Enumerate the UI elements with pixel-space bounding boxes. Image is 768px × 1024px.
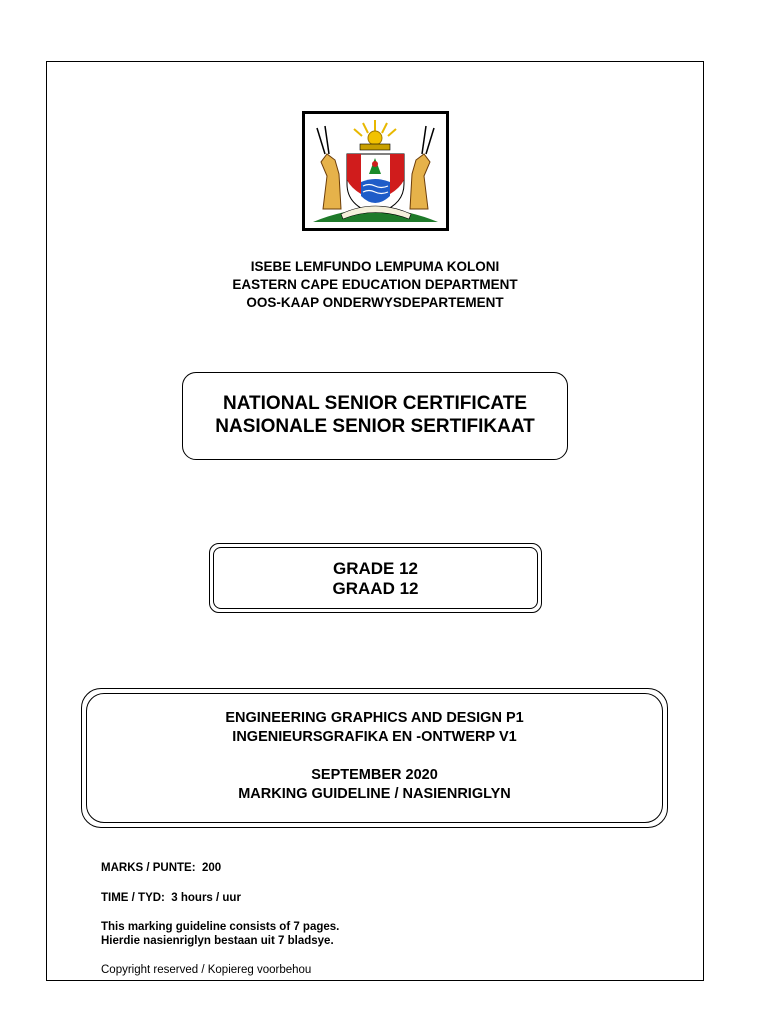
- pages-note-english: This marking guideline consists of 7 pages.: [101, 921, 340, 933]
- time-value: 3 hours / uur: [171, 892, 241, 904]
- time-line: [101, 891, 241, 905]
- grade-english: GRADE 12: [332, 559, 419, 578]
- subject-afrikaans: INGENIEURSGRAFIKA EN -ONTWERP V1: [232, 729, 517, 745]
- department-name-xhosa: ISEBE LEMFUNDO LEMPUMA KOLONI: [250, 259, 500, 274]
- grade-box-inner: [213, 547, 538, 609]
- department-name-afrikaans: OOS-KAAP ONDERWYSDEPARTEMENT: [246, 295, 504, 310]
- time-label: TIME / TYD:: [101, 892, 165, 904]
- document-type: MARKING GUIDELINE / NASIENRIGLYN: [238, 786, 511, 802]
- pages-note-afrikaans: Hierdie nasienriglyn bestaan uit 7 bladsye.: [101, 935, 334, 947]
- grade-box: [209, 543, 542, 613]
- exam-date: SEPTEMBER 2020: [311, 767, 438, 783]
- subject-english: ENGINEERING GRAPHICS AND DESIGN P1: [225, 710, 524, 726]
- grade-afrikaans: GRAAD 12: [332, 579, 419, 598]
- subject-box-inner: [86, 693, 663, 823]
- certificate-title-english: NATIONAL SENIOR CERTIFICATE: [223, 393, 527, 414]
- copyright-notice: Copyright reserved / Kopiereg voorbehou: [101, 964, 312, 976]
- subject-box: [81, 688, 668, 828]
- marks-label: MARKS / PUNTE:: [101, 862, 196, 874]
- department-name-english: EASTERN CAPE EDUCATION DEPARTMENT: [232, 277, 518, 292]
- marks-line: [101, 861, 221, 875]
- certificate-title-afrikaans: NASIONALE SENIOR SERTIFIKAAT: [215, 416, 535, 437]
- coat-of-arms-icon: [302, 111, 449, 231]
- certificate-box: [182, 372, 568, 460]
- marks-value: 200: [201, 862, 222, 874]
